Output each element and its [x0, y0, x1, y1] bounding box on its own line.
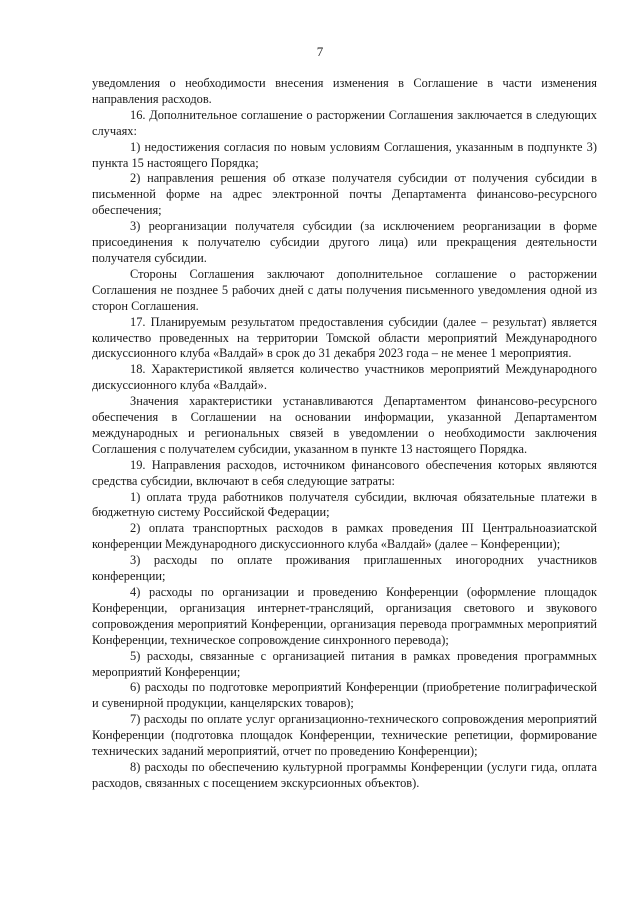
- list-item-19-1: 1) оплата труда работников получателя субсидии, включая обязательные платежи в бюджетную систему Российской Федерации;: [92, 489, 597, 520]
- list-item-19-6: 6) расходы по подготовке мероприятий Конференции (приобретение полиграфической и сувенирной продукции, канцелярских товаров);: [92, 680, 597, 711]
- paragraph-continuation: уведомления о необходимости внесения изменения в Соглашение в части изменения направления расходов.: [92, 76, 597, 106]
- list-item-19-4: 4) расходы по организации и проведению Конференции (оформление площадок Конференции, организация интернет-трансляций, организация светового и звукового сопровождения мероприятий Конференции, организация перевода программных мероприятий Конференции, техническое сопровождение синхронного перевода);: [92, 585, 597, 647]
- list-item-19-3: 3) расходы по оплате проживания приглашенных иногородних участников конференции;: [92, 553, 597, 584]
- list-item-19-8: 8) расходы по обеспечению культурной программы Конференции (услуги гида, оплата расходов, связанных с посещением экскурсионных объектов).: [92, 759, 597, 790]
- list-item-19-5: 5) расходы, связанные с организацией питания в рамках проведения программных мероприятий Конференции;: [92, 648, 597, 679]
- document-body: [92, 76, 597, 792]
- paragraph-clause-16: 16. Дополнительное соглашение о расторжении Соглашения заключается в следующих случаях:: [92, 107, 597, 138]
- list-item-19-7: 7) расходы по оплате услуг организационно-технического сопровождения мероприятий Конференции (подготовка площадок Конференции, технические репетиции, формирование технических заданий мероприятий, отчет по проведению Конференции);: [92, 712, 597, 759]
- paragraph-clause-17: 17. Планируемым результатом предоставления субсидии (далее – результат) является количество проведенных на территории Томской области мероприятий Международного дискуссионного клуба «Валдай» в срок до 31 декабря 2023 года – не менее 1 мероприятия.: [92, 314, 597, 361]
- list-item-16-3: 3) реорганизации получателя субсидии (за исключением реорганизации в форме присоединения к получателю субсидии другого лица) или прекращения деятельности получателя субсидии.: [92, 219, 597, 265]
- list-item-16-1: 1) недостижения согласия по новым условиям Соглашения, указанным в подпункте 3) пункта 15 настоящего Порядка;: [92, 139, 597, 170]
- paragraph-clause-18: 18. Характеристикой является количество участников мероприятий Международного дискуссионного клуба «Валдай».: [92, 362, 597, 393]
- page-number: 7: [316, 44, 324, 59]
- list-item-19-2: 2) оплата транспортных расходов в рамках проведения III Центральноазиатской конференции Международного дискуссионного клуба «Валдай» (далее – Конференции);: [92, 521, 597, 552]
- list-item-16-2: 2) направления решения об отказе получателя субсидии от получения субсидии в письменной форме на адрес электронной почты Департамента финансово-ресурсного обеспечения;: [92, 171, 597, 218]
- paragraph-clause-19: 19. Направления расходов, источником финансового обеспечения которых являются средства субсидии, включают в себя следующие затраты:: [92, 457, 597, 488]
- paragraph-characteristic-values: Значения характеристики устанавливаются Департаментом финансово-ресурсного обеспечения в Соглашении на основании информации, указанной Департаментом международных и региональных связей в уведомлении о необходимости заключения Соглашения с получателем субсидии, указанном в пункте 13 настоящего Порядка.: [92, 394, 597, 456]
- paragraph-termination-terms: Стороны Соглашения заключают дополнительное соглашение о расторжении Соглашения не позднее 5 рабочих дней с даты получения письменного уведомления одной из сторон Соглашения.: [92, 266, 597, 313]
